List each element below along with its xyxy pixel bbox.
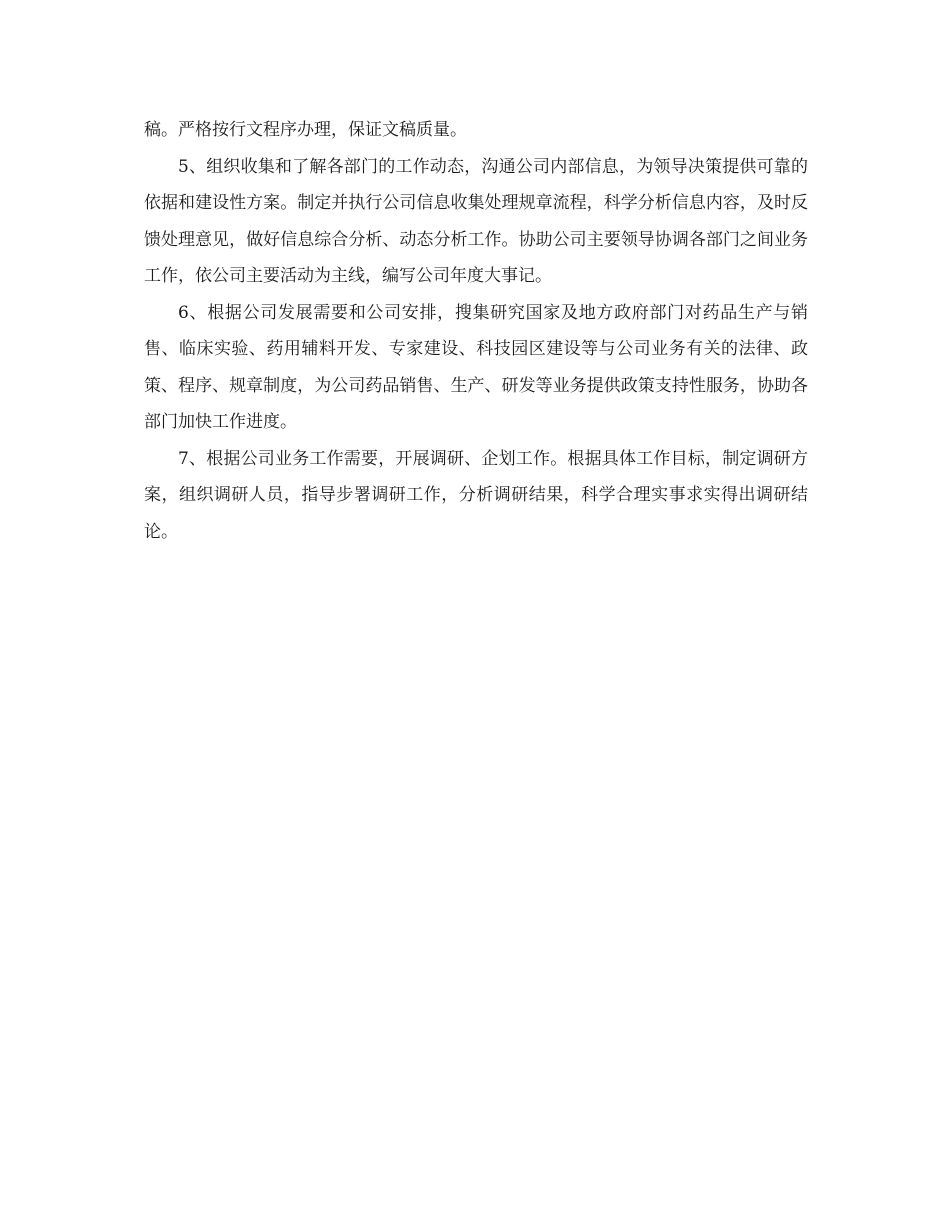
- paragraph-item-5: 5、组织收集和了解各部门的工作动态，沟通公司内部信息，为领导决策提供可靠的依据和建设性方案。制定并执行公司信息收集处理规章流程，科学分析信息内容，及时反馈处理意见，做好信息综合分析、动态分析工作。协助公司主要领导协调各部门之间业务工作，依公司主要活动为主线，编写公司年度大事记。: [144, 156, 808, 286]
- paragraph-continuation: 稿。严格按行文程序办理，保证文稿质量。: [144, 120, 467, 140]
- paragraph-item-7: 7、根据公司业务工作需要，开展调研、企划工作。根据具体工作目标，制定调研方案，组织调研人员，指导步署调研工作，分析调研结果，科学合理实事求实得出调研结论。: [144, 448, 808, 542]
- document-body: [144, 112, 808, 550]
- paragraph-item-6: 6、根据公司发展需要和公司安排，搜集研究国家及地方政府部门对药品生产与销售、临床实验、药用辅料开发、专家建设、科技园区建设等与公司业务有关的法律、政策、程序、规章制度，为公司药品销售、生产、研发等业务提供政策支持性服务，协助各部门加快工作进度。: [144, 302, 808, 432]
